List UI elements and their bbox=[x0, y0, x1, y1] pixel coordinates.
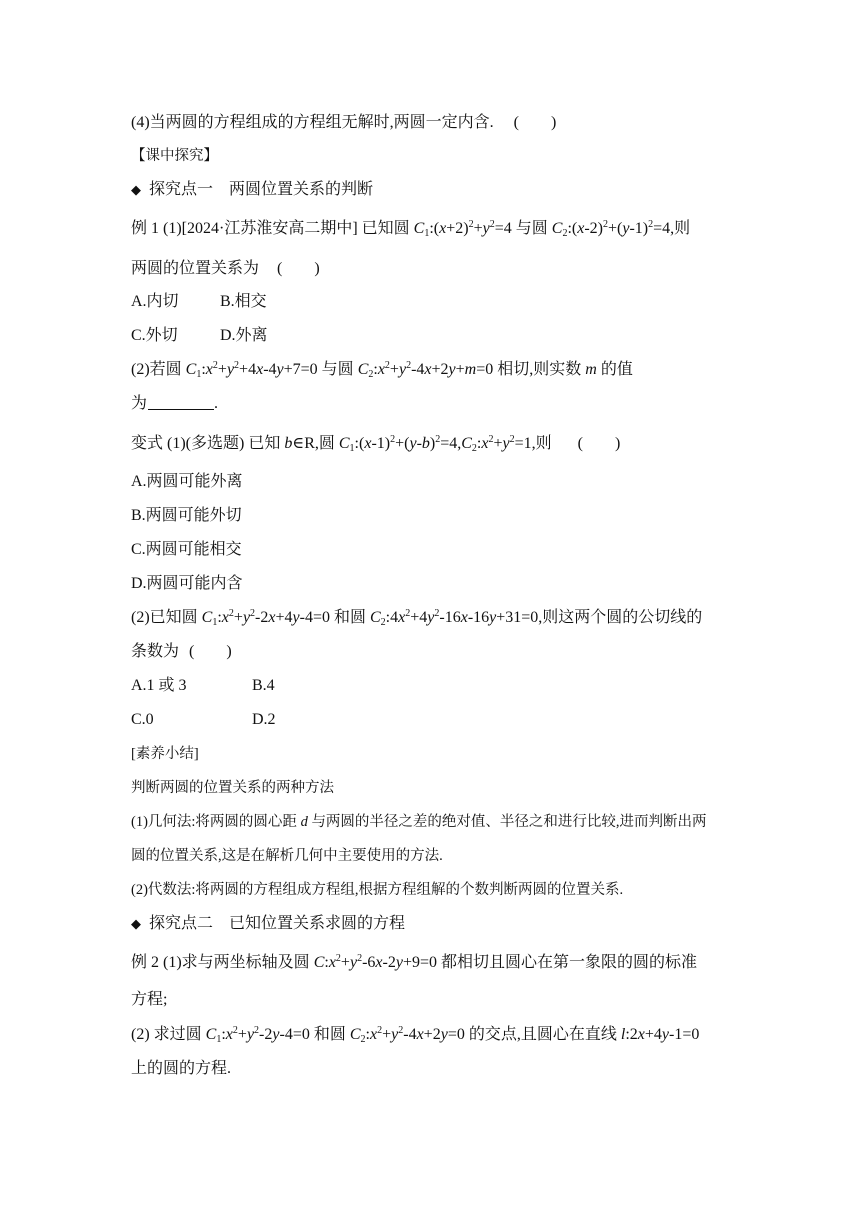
summary-item-1-line2: 圆的位置关系,这是在解析几何中主要使用的方法. bbox=[131, 848, 443, 864]
variant-options2-row2 bbox=[131, 710, 276, 730]
variant-part2-end: ,则这两个圆的公切线的 bbox=[538, 609, 703, 626]
example-2-suffix: 都相切且圆心在第一象限的圆的标准 bbox=[436, 954, 697, 971]
circle-c2-eq-2: $C_2:x^2+y^2-4x+2y=0$ bbox=[349, 1025, 465, 1045]
example-2-part2 bbox=[131, 1025, 699, 1045]
example-2-part2-mid2: 的交点,且圆心在直线 bbox=[464, 1026, 621, 1043]
option-c: C.0 bbox=[131, 711, 154, 728]
variant-part2-mid: 和圆 bbox=[329, 609, 370, 626]
circle-c2-eq: $C_2:4x^2+4y^2-16x-16y+31=0$ bbox=[370, 608, 539, 628]
example-2-part1 bbox=[131, 953, 697, 973]
variant-part2-text: (2)已知圆 bbox=[131, 609, 202, 626]
answer-paren: ( ) bbox=[577, 435, 621, 452]
circle-c1-eq-2: $C_1:x^2+y^2-2y-4=0$ bbox=[205, 1025, 310, 1045]
example-2-part2-text: (2) 求过圆 bbox=[131, 1026, 206, 1043]
answer-paren: ( ) bbox=[277, 260, 320, 277]
answer-paren: ( ) bbox=[189, 643, 232, 660]
variant-part2-line2 bbox=[131, 642, 232, 662]
variant-mid: ∈R,圆 bbox=[292, 435, 339, 452]
circle-c1-eq: $C_1:x^2+y^2-2x+4y-4=0$ bbox=[201, 608, 330, 628]
option-a: A.内切 bbox=[131, 293, 179, 310]
summary-item-2: (2)代数法:将两圆的方程组成方程组,根据方程组解的个数判断两圆的位置关系. bbox=[131, 882, 624, 898]
question-4 bbox=[131, 113, 556, 133]
section-header: 【课中探究】 bbox=[131, 148, 218, 164]
circle-equations: $C_1:x^2+y^2+4x-4y+7=0$ 与圆 $C_2:x^2+y^2-4x+2y+m=0$ bbox=[185, 360, 494, 380]
variant-question: 条数为 bbox=[131, 643, 180, 660]
answer-blank[interactable] bbox=[148, 395, 214, 410]
option-b: B.4 bbox=[252, 677, 275, 694]
example-1-part1 bbox=[131, 219, 690, 239]
variant-text: (1)(多选题) 已知 bbox=[167, 435, 285, 452]
variant-end: ,则 bbox=[531, 435, 552, 452]
answer-prefix: 为 bbox=[131, 395, 148, 412]
example-1-part2-text: (2)若圆 bbox=[131, 361, 186, 378]
explore-title-2: 探究点二 已知位置关系求圆的方程 bbox=[149, 915, 406, 932]
option-b: B.相交 bbox=[220, 293, 267, 310]
option-a: A.1 或 3 bbox=[131, 677, 187, 694]
example-1-text: (1)[2024·江苏淮安高二期中] 已知圆 bbox=[163, 220, 414, 237]
summary-tag: [素养小结] bbox=[131, 746, 199, 762]
summary-item-1-prefix: (1)几何法:将两圆的圆心距 bbox=[131, 814, 301, 830]
explore-heading-2 bbox=[131, 914, 405, 934]
explore-heading-1 bbox=[131, 180, 373, 200]
example-1-options-row1 bbox=[131, 292, 267, 312]
example-1-question: 两圆的位置关系为 bbox=[131, 260, 260, 277]
example-1-part1-line2 bbox=[131, 259, 320, 279]
circle-c-equation: $C:x^2+y^2-6x-2y+9=0$ bbox=[313, 953, 437, 971]
example-1-part2-end: 的值 bbox=[596, 361, 633, 378]
option-c: C.外切 bbox=[131, 327, 178, 344]
variant-option-a: A.两圆可能外离 bbox=[131, 473, 243, 490]
variant-label: 变式 bbox=[131, 435, 164, 452]
answer-paren: ( ) bbox=[513, 114, 557, 131]
example-2-part1-line2: 方程; bbox=[131, 991, 168, 1008]
summary-item-1: (1)几何法:将两圆的圆心距 d 与两圆的半径之差的绝对值、半径之和进行比较,进而判断出两 bbox=[131, 814, 707, 830]
option-d: D.外离 bbox=[220, 327, 268, 344]
example-2-text: (1)求与两坐标轴及圆 bbox=[163, 954, 314, 971]
option-d: D.2 bbox=[252, 711, 276, 728]
line-l-equation: l:2x+4y-1=0 bbox=[620, 1026, 700, 1043]
variant-options2-row1 bbox=[131, 676, 275, 696]
variant-circles: $C_1:(x-1)^2+(y-b)^2=4,C_2:x^2+y^2=1$ bbox=[338, 434, 532, 454]
example-1-part2 bbox=[131, 360, 633, 380]
circle-c1-equation: $C_1:(x+2)^2+y^2=4$ 与圆 $C_2:(x-2)^2+(y-1)^2=4$,则 bbox=[413, 219, 691, 239]
example-2-part2-line2: 上的圆的方程. bbox=[131, 1060, 232, 1077]
explore-title-1: 探究点一 两圆位置关系的判断 bbox=[149, 181, 374, 198]
example-1-options-row2 bbox=[131, 326, 268, 346]
diamond-icon: ◆ bbox=[131, 182, 141, 197]
example-2-label: 例 2 bbox=[131, 954, 160, 971]
summary-item-1-suffix: 与两圆的半径之差的绝对值、半径之和进行比较,进而判断出两 bbox=[307, 814, 707, 830]
variant-part1: 变式 (1)(多选题) 已知 b∈R,圆 $C_1:(x-1)^2+(y-b)^2=4,C_2:x^2+y^2=1$,则 ( ) bbox=[131, 434, 621, 454]
summary-title: 判断两圆的位置关系的两种方法 bbox=[131, 780, 334, 796]
diamond-icon: ◆ bbox=[131, 916, 141, 931]
example-1-part2-suffix: 相切,则实数 bbox=[493, 361, 586, 378]
variant-option-b: B.两圆可能外切 bbox=[131, 507, 242, 524]
variant-part2 bbox=[131, 608, 702, 628]
variant-option-d: D.两圆可能内含 bbox=[131, 575, 243, 592]
example-1-label: 例 1 bbox=[131, 220, 160, 237]
question-4-text: (4)当两圆的方程组成的方程组无解时,两圆一定内含. bbox=[131, 114, 494, 131]
example-1-part2-line2: 为 . bbox=[131, 395, 219, 412]
example-2-part2-mid: 和圆 bbox=[309, 1026, 350, 1043]
variable-m: m bbox=[585, 361, 597, 378]
variant-option-c: C.两圆可能相交 bbox=[131, 541, 242, 558]
